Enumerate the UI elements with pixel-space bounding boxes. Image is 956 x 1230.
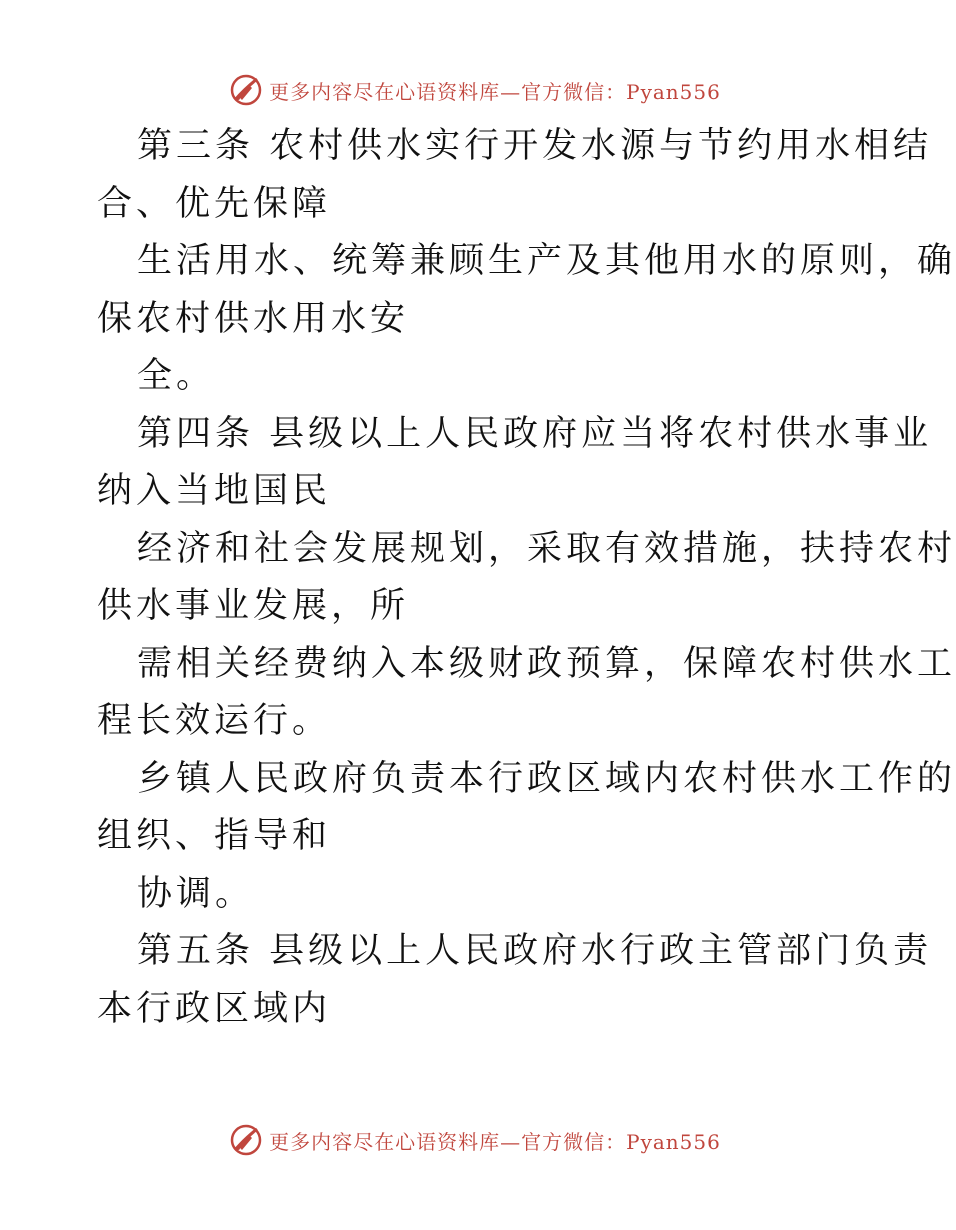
footer-banner-text: 更多内容尽在心语资料库—官方微信：Pyan556 [269, 1129, 721, 1154]
pen-logo-icon [229, 1123, 263, 1157]
text-line: 第三条 农村供水实行开发水源与节约用水相结 [137, 126, 933, 166]
pen-logo-icon [229, 73, 263, 107]
header-banner [0, 70, 950, 110]
text-line: 合、优先保障 [97, 183, 332, 224]
text-line: 生活用水、统筹兼顾生产及其他用水的原则，确 [137, 241, 956, 281]
text-line: 乡镇人民政府负责本行政区域内农村供水工作的 [137, 758, 956, 799]
text-line: 保农村供水用水安 [97, 298, 410, 339]
header-banner-content [229, 73, 721, 107]
text-line: 协调。 [137, 873, 255, 914]
text-line: 全。 [137, 356, 216, 396]
text-line: 经济和社会发展规划，采取有效措施，扶持农村 [137, 528, 956, 569]
footer-banner-content [229, 1123, 721, 1157]
header-banner-text: 更多内容尽在心语资料库—官方微信：Pyan556 [269, 79, 721, 104]
text-line: 纳入当地国民 [97, 471, 332, 511]
text-line: 供水事业发展，所 [97, 586, 410, 626]
text-line: 第四条 县级以上人民政府应当将农村供水事业 [137, 413, 933, 454]
text-line: 第五条 县级以上人民政府水行政主管部门负责 [137, 931, 933, 971]
footer-banner [0, 1120, 950, 1160]
text-line: 组织、指导和 [97, 816, 332, 856]
document-body [97, 118, 956, 1038]
text-line: 需相关经费纳入本级财政预算，保障农村供水工 [137, 643, 956, 684]
text-line: 程长效运行。 [97, 701, 332, 741]
text-line: 本行政区域内 [97, 988, 332, 1029]
